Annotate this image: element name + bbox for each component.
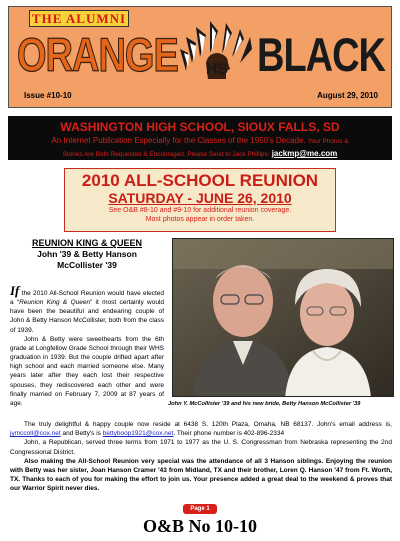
p3-text-a: The truly delightful & happy couple now reside at 6438 S. 120th Plaza, Omaha, NB 68137. John's email address is, <box>24 421 392 428</box>
banner-request <box>8 148 392 160</box>
p3-text-b: and Betty's is <box>60 430 103 438</box>
article-names-2: McCollister '39 <box>57 260 117 270</box>
john-email-link[interactable]: jymccoll@cox.net <box>10 430 61 438</box>
masthead-title <box>17 29 385 82</box>
masthead-alumni-label: THE ALUMNI <box>29 10 129 27</box>
reunion-note-1: See O&B #8-10 and #9-10 for additional reunion coverage. <box>108 207 292 214</box>
article-heading: REUNION KING & QUEEN <box>31 238 142 248</box>
masthead-word-right: BLACK <box>257 29 385 82</box>
reunion-title: 2010 ALL-SCHOOL REUNION <box>81 171 319 190</box>
issue-bar <box>21 91 381 105</box>
school-name: WASHINGTON HIGH SCHOOL, SIOUX FALLS, SD <box>60 120 340 134</box>
p3-text-c: . Their phone number is 402-896-2334 <box>173 430 285 438</box>
reunion-box <box>64 168 336 232</box>
banner-line1: An Internet Publication Especially for the Classes of the 1950's Decade. <box>51 136 306 145</box>
banner-tagline <box>8 135 392 147</box>
reunion-date: SATURDAY - JUNE 26, 2010 <box>108 190 292 206</box>
warrior-headdress-logo <box>178 19 256 79</box>
article-lede <box>10 283 164 408</box>
masthead <box>8 6 392 108</box>
photo-caption: John Y. McCollister '39 and his new bride, Betty Hanson McCollister '39 <box>168 401 361 407</box>
p1-emphasis: Reunion King & Queen <box>19 299 91 307</box>
masthead-word-left: ORANGE <box>17 29 178 82</box>
p1-text-a: the 2010 All-School Reunion would have elected a “ <box>10 290 164 307</box>
article-body <box>10 420 392 494</box>
article-paragraph-3 <box>10 420 392 438</box>
masthead-hs-mark: HS <box>206 61 229 78</box>
article-paragraph-5: Also making the All-School Reunion very special was the attendance of all 3 Hanson siblings. Enjoying the reunion with Betty was her sister, Joan Hanson Cramer '43 from Midland, TX and their brother, Loren Q. Hanson '47 from Ft. Worth, TX. Thanks to each of you for making the effort to join us. Your presence added a great deal to the weekend & proves that our Warrior Spirit never dies. <box>10 457 392 493</box>
article-heading-block <box>10 238 164 271</box>
drop-cap: If <box>10 283 20 298</box>
issue-date: August 29, 2010 <box>317 91 378 100</box>
betty-email-link[interactable]: bettyboop1921@cox.net <box>102 430 174 438</box>
issue-number: Issue #10-10 <box>24 91 72 100</box>
banner-line1-small: Your Photos & <box>307 138 349 145</box>
article-names-1: John '39 & Betty Hanson <box>37 249 137 259</box>
couple-photo <box>172 238 394 397</box>
footer-title: O&B No 10-10 <box>143 516 257 536</box>
school-banner <box>8 116 392 160</box>
page-number-badge: Page 1 <box>183 504 217 514</box>
couple-photo-image <box>173 239 394 397</box>
p1-text-b: ” it most certainly would have been the beautiful and endearing couple of John & Betty Hanson McCollister, both from the class of 1939. <box>10 299 164 334</box>
article-paragraph-1 <box>10 283 164 335</box>
article-paragraph-2: John & Betty were sweethearts from the 6th grade at Longfellow Grade School through their WHS graduation in 1939. But the couple drifted apart after high school and each married someone else. Many years later after they each lost their respective spouses, they rediscovered each other and were finally married on February 7, 2009 at 87 years of age. <box>10 335 164 407</box>
article-paragraph-4: John, a Republican, served three terms from 1971 to 1977 as the U. S. Congressman from Nebraska representing the 2nd Congressional District. <box>10 439 392 456</box>
contact-email-link[interactable]: jackmp@me.com <box>271 149 338 158</box>
reunion-note-2: Most photos appear in order taken. <box>145 216 255 223</box>
banner-line2: Stories Are Both Requested & Encouraged. Please Send to Jack Phillips: <box>62 151 270 158</box>
